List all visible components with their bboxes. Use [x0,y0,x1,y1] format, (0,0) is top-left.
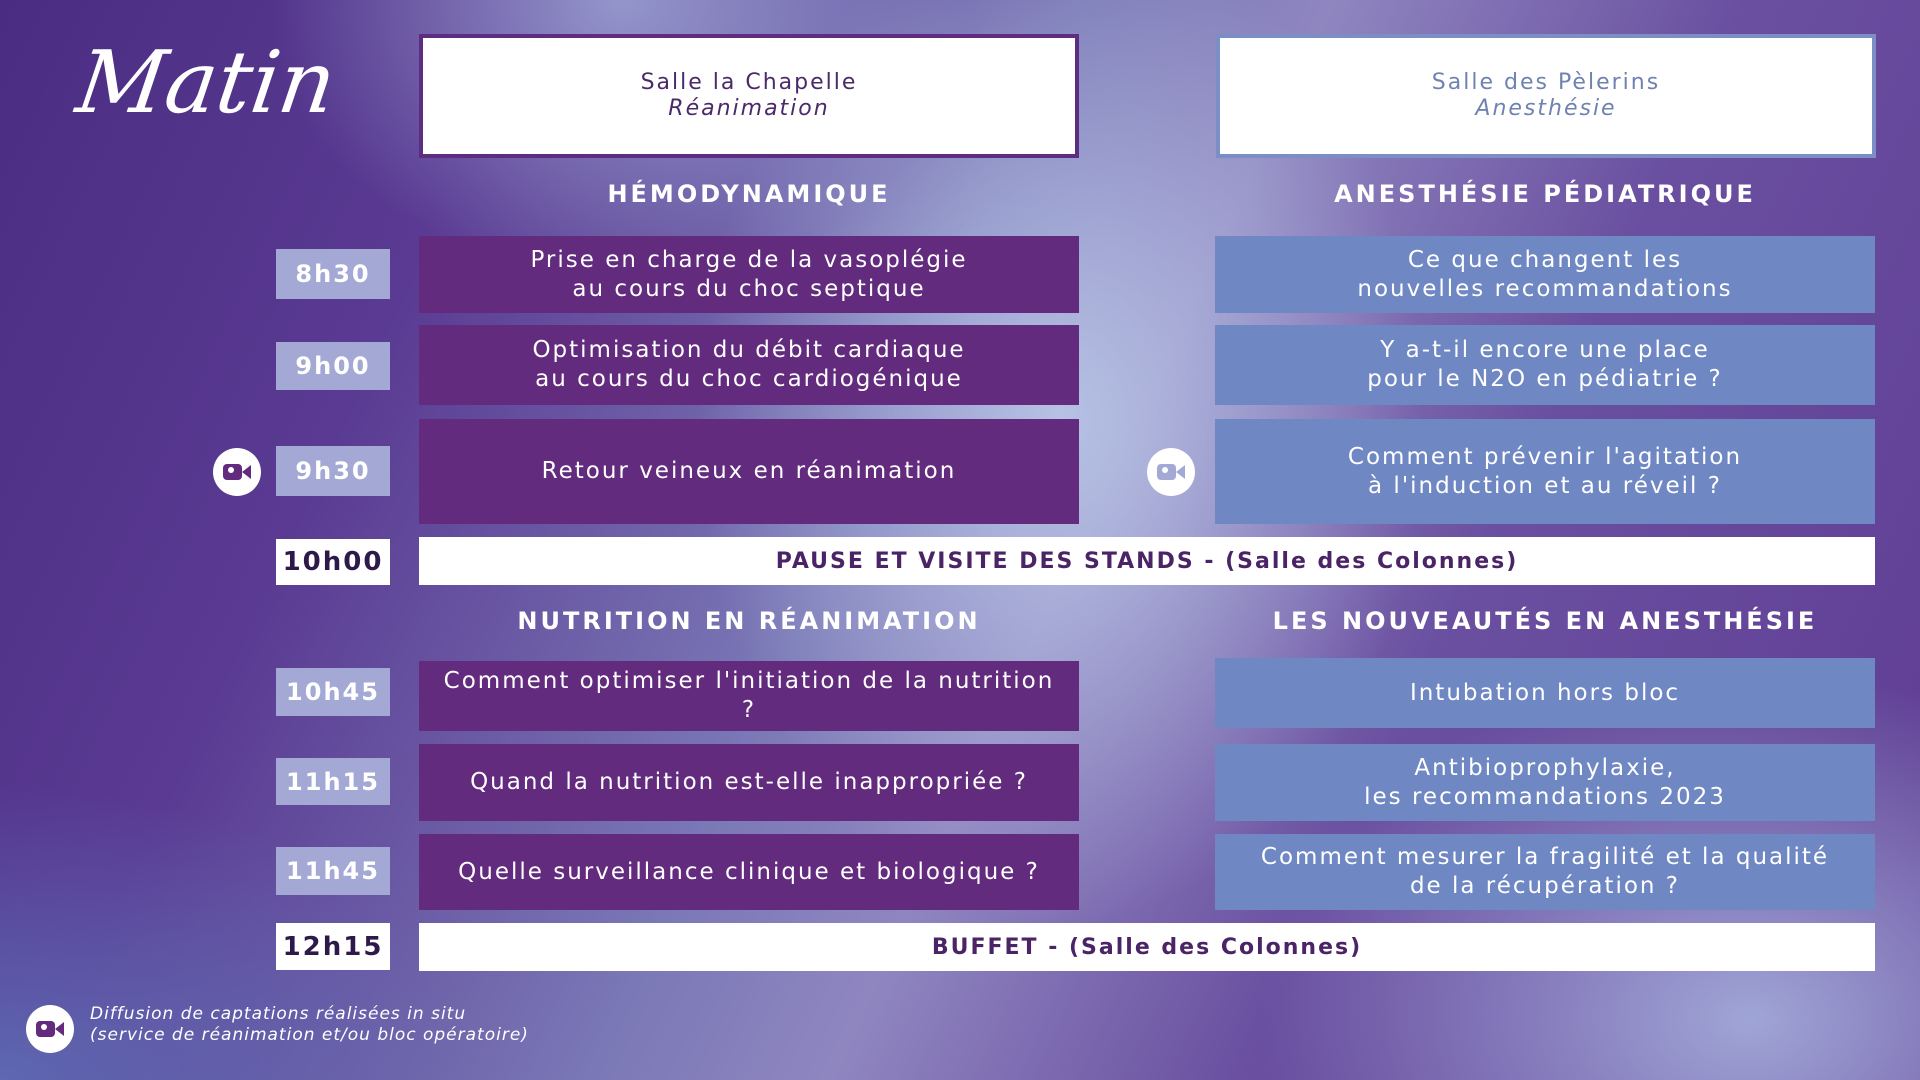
video-camera-icon [26,1005,74,1053]
session-card [419,744,1079,821]
room-specialty: Anesthésie [1475,96,1617,121]
session-card [419,834,1079,910]
session-card [1215,325,1875,405]
session-card [1215,834,1875,910]
time-badge: 12h15 [276,923,390,970]
section-title-nutrition: NUTRITION EN RÉANIMATION [517,607,981,635]
footer-line: Diffusion de captations réalisées in situ [90,1004,467,1024]
session-card [419,419,1079,524]
time-badge: 10h00 [276,539,390,585]
section-title-hemodynamique: HÉMODYNAMIQUE [607,180,891,208]
room-name: Salle des Pèlerins [1431,70,1661,95]
room-header-chapelle [419,34,1079,158]
session-card [1215,658,1875,728]
session-line: à l'induction et au réveil ? [1368,472,1722,499]
session-line: Retour veineux en réanimation [541,458,957,484]
session-line: Intubation hors bloc [1409,679,1681,706]
session-line: Quand la nutrition est-elle inappropriée ? [470,769,1028,795]
pause-bar: PAUSE ET VISITE DES STANDS - (Salle des Colonnes) [419,537,1875,585]
time-badge: 9h30 [276,446,390,496]
session-line: Ce que changent les [1407,246,1683,273]
session-line: Optimisation du débit cardiaque [532,337,966,363]
video-camera-icon [1147,448,1195,496]
session-card [419,236,1079,313]
session-card [419,661,1079,731]
section-title-nouveautes: LES NOUVEAUTÉS EN ANESTHÉSIE [1272,607,1818,635]
session-line: au cours du choc cardiogénique [535,366,963,392]
session-line: Comment prévenir l'agitation [1347,443,1743,470]
time-badge: 9h00 [276,342,390,390]
session-line: les recommandations 2023 [1364,783,1726,810]
time-badge: 11h45 [276,847,390,895]
session-card [1215,744,1875,821]
session-line: Quelle surveillance clinique et biologique ? [458,858,1040,885]
session-line: Y a-t-il encore une place [1380,337,1710,363]
time-badge: 8h30 [276,249,390,299]
session-line: au cours du choc septique [572,275,926,302]
session-line: Prise en charge de la vasoplégie [530,246,968,273]
footer-line: (service de réanimation et/ou bloc opératoire) [90,1025,529,1045]
footer-note [90,1004,650,1046]
session-card [419,325,1079,405]
session-line: Antibioprophylaxie, [1414,754,1676,781]
room-name: Salle la Chapelle [640,70,858,95]
section-title-anesthesie-pediatrique: ANESTHÉSIE PÉDIATRIQUE [1334,180,1756,208]
room-specialty: Réanimation [668,96,830,121]
matin-logo: Matin [70,33,342,133]
time-badge: 10h45 [276,668,390,716]
session-card [1215,236,1875,313]
session-line: pour le N2O en pédiatrie ? [1367,366,1723,392]
session-line: Comment optimiser l'initiation de la nutrition ? [443,668,1055,723]
buffet-bar: BUFFET - (Salle des Colonnes) [419,923,1875,971]
room-header-pelerins [1216,34,1876,158]
session-card [1215,419,1875,524]
time-badge: 11h15 [276,758,390,805]
session-line: Comment mesurer la fragilité et la qualité [1260,844,1830,870]
session-line: de la récupération ? [1409,873,1681,899]
video-camera-icon [213,448,261,496]
session-line: nouvelles recommandations [1357,275,1733,302]
